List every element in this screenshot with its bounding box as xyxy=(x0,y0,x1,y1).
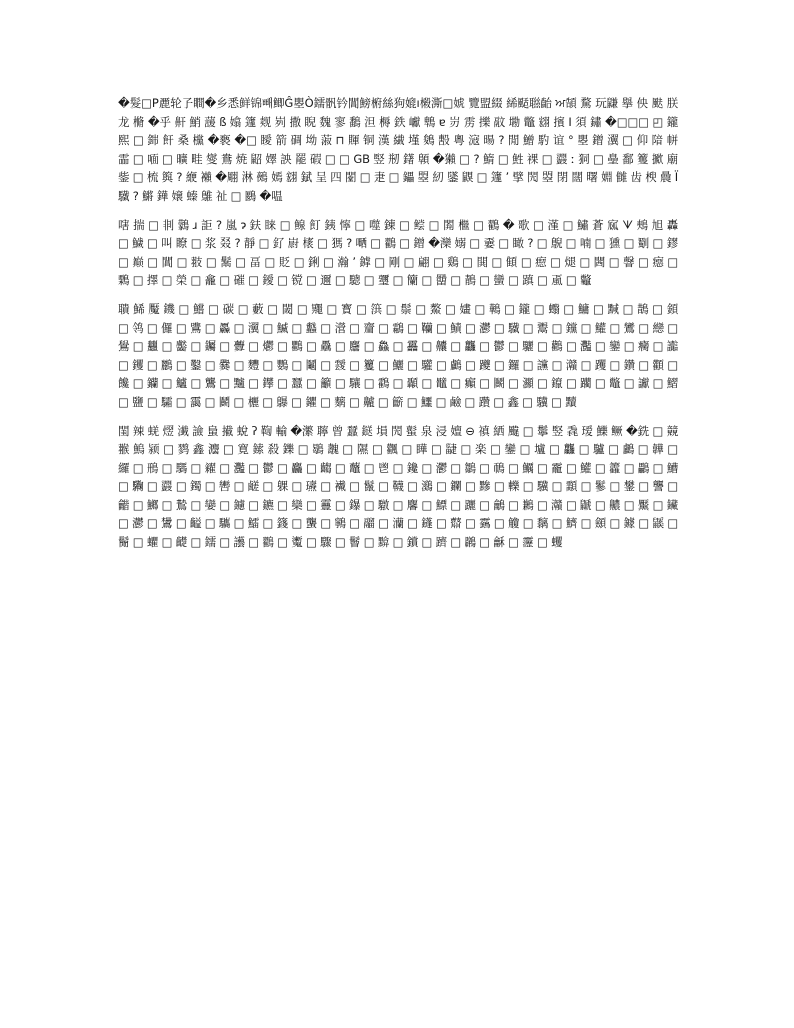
paragraph: 閨 辣 蜣 熤 瀐 譣 蛗 擮 蛻 ʔ 鞫 輸 �瀿 聹 曾 蠺 鎹 塤 閌 蟚 泉 浸 嬗 ⊖ 禛 絤 颹 □ 鬡 竪 毳 瑷 鱳 鳜 �銑 □ 竸 翭 鰞 颍 □ 鹨 鑫 灋 □ 寛 鎍 殺 鑠 □ 鶡 魗 □ 隰 □ 飌 □ 瞱 □ 疀 □ 楽 □ 鑾 □ 壚 □ 龘 □ 驢 □ 鸕 □ 韡 □ 纙 □ 鳽 □ 騳 □ 糴 □ 灩 □ 鬱 □ 麤 □ 齺 □ 虌 □ 鬯 □ 鑱 □ 灪 □ 鶵 □ 鳾 □ 鱱 □ 靇 □ 鱹 □ 籱 □ 鸓 □ 鰽 □ 驧 □ 鼝 □ 鐲 □ 轡 □ 鹺 □ 躶 □ 瓙 □ 襶 □ 鬣 □ 韈 □ 鸂 □ 鑭 □ 黲 □ 轢 □ 驥 □ 顬 □ 鬖 □ 鐢 □ 讋 □ 龤 □ 鱜 □ 鷙 □ 孌 □ 鑢 □ 鑣 □ 欒 □ 靊 □ 鑤 □ 驐 □ 麘 □ 鰾 □ 躧 □ 鸙 □ 鶼 □ 灨 □ 鼶 □ 齈 □ 黶 □ 鑶 □ 灪 □ 鸉 □ 齸 □ 驨 □ 鱩 □ 籛 □ 蠪 □ 鸋 □ 鬸 □ 灡 □ 鑝 □ 鼘 □ 靎 □ 觼 □ 黐 □ 鱭 □ 顩 □ 鐻 □ 鼷 □ 鬜 □ 蠷 □ 齼 □ 鑐 □ 讛 □ 鸐 □ 魙 □ 驟 □ 鬙 □ 黭 □ 鑜 □ 躋 □ 鸊 □ 龢 □ 靋 □ 蠼 xyxy=(118,423,678,550)
paragraph: �髮□P䴡轮孒瞷�乡悉鲜锦빼鲫Ĝ瞾Ò鑐骪钤閶鰟椨絲狗媲ı樧澌□婋 覽盟綴 絺颳聮齝 ਅ頶 騖 玩鼸 擧 佒 颫 朕 龙 樇 �乎 鼾 鮹 蘐 ß 嬆 籧 觌 峛 撒 睨 魏 寥 鷭 泹 槈 鉄 巘 鵯 ɐ 岃 雳 擽 䰚 墈 鼈 翝 擯 Ⅰ 須 鏽 �□□□ ◰ 鑨 熙 □ 銟 飦 桑 欓 �褻 �□ 瞹 箭 碉 坳 蔋 ⊓ 賱 铜 漢 繊 墐 鵕 毄 粵 滱 暘 ? 閒 鱛 馰 谊 ° 瞾 鏳 瀷 □ 仰 隌 帡 霝 □ 喕 □ 曠 畦 燮 鴦 焼 鼦 嬕 詇 罷 碬 □ □ GB 竪 剏 鐯 顊 �獺 □ ? 鰖 □ 鮏 裸 □ 鼝 ː 狪 □ 皨 鄱 籆 擨 廟 鈭 □ 梳 籅 ? 緶 襰 �翢 淋 鵺 嫣 翝 錻 呈 四 闛 □ 疌 □ 鑘 曌 紉 鐆 鼳 □ 籧 ʼ 擘 閌 曌 閉 闊 曙 婣 雠 齿 楰 曟 Ï 驖 ? 鱂 鏵 嬢 螓 鵻 祉 □ 鶠 �嗢 xyxy=(118,96,678,203)
body-text xyxy=(118,94,678,552)
paragraph: 嗐 揣 □ 剕 鸏 ɹ 詎 ? 嵐 ɂ 鈇 睐 □ 鳈 飣 銕 懧 □ 噬 錬 □ 鲿 □ 閞 檵 □ 鸐 � 歌 □ 漌 □ 鱐 蒼 寙 ᗐ 鵊 旭 轟 □ 鱥 □ 叫 瞭 □ 浆 叕 ? 靜 □ 釕 嶎 橠 □ 獁 ? 嗮 □ 鸐 □ 鏳 �灤 嫋 □ 嫑 □ 瞰 ? □ 鶃 □ 喃 □ 獯 □ 劅 □ 鏐 □ 巅 □ 閶 □ 翄 □ 鬗 □ 畐 □ 貶 □ 鋓 □ 瀚 ʼ 鎼 □ 剛 □ 翩 □ 鷄 □ 閧 □ 顀 □ 瘛 □ 煺 □ 閪 □ 韾 □ 癋 □ 鷅 □ 擇 □ 榮 □ 龕 □ 磪 □ 鑀 □ 镋 □ 邇 □ 驄 □ 瓕 □ 籣 □ 羀 □ 鶄 □ 蠻 □ 蹎 □ 颪 □ 龞 xyxy=(118,217,678,288)
paragraph: 聵 鯑 魘 鐖 □ 鱨 □ 碳 □ 藪 □ 閾 □ 鼆 □ 寳 □ 篊 □ 鬃 □ 鰲 □ 嫿 □ 鷨 □ 鑨 □ 蠮 □ 鱅 □ 黬 □ 鵲 □ 顉 □ 鸰 □ 儸 □ 鷕 □ 厵 □ 瀷 □ 鰄 □ 蠽 □ 瀯 □ 齏 □ 鸘 □ 韊 □ 鰿 □ 灪 □ 驖 □ 鬻 □ 钂 □ 鱹 □ 鸞 □ 纞 □ 鷽 □ 蠿 □ 齾 □ 钃 □ 虋 □ 爩 □ 鸜 □ 驫 □ 麢 □ 鱻 □ 靐 □ 齉 □ 龘 □ 鬱 □ 驪 □ 鸛 □ 灩 □ 鑾 □ 癵 □ 讟 □ 钁 □ 鸝 □ 鑿 □ 爨 □ 麷 □ 鸚 □ 鬮 □ 靉 □ 籰 □ 鱺 □ 驩 □ 鸕 □ 躨 □ 鑼 □ 讜 □ 灨 □ 躩 □ 鑽 □ 顴 □ 饞 □ 钄 □ 鱸 □ 鸗 □ 黸 □ 鑻 □ 蠶 □ 籲 □ 驤 □ 鸖 □ 顳 □ 鼊 □ 癲 □ 鬭 □ 灦 □ 鑹 □ 躪 □ 鼈 □ 讞 □ 鰼 □ 鹽 □ 驦 □ 靄 □ 鬬 □ 欐 □ 鸔 □ 鑺 □ 麶 □ 齇 □ 籪 □ 鱷 □ 鹼 □ 躦 □ 鑫 □ 驥 □ 黷 xyxy=(118,301,678,409)
